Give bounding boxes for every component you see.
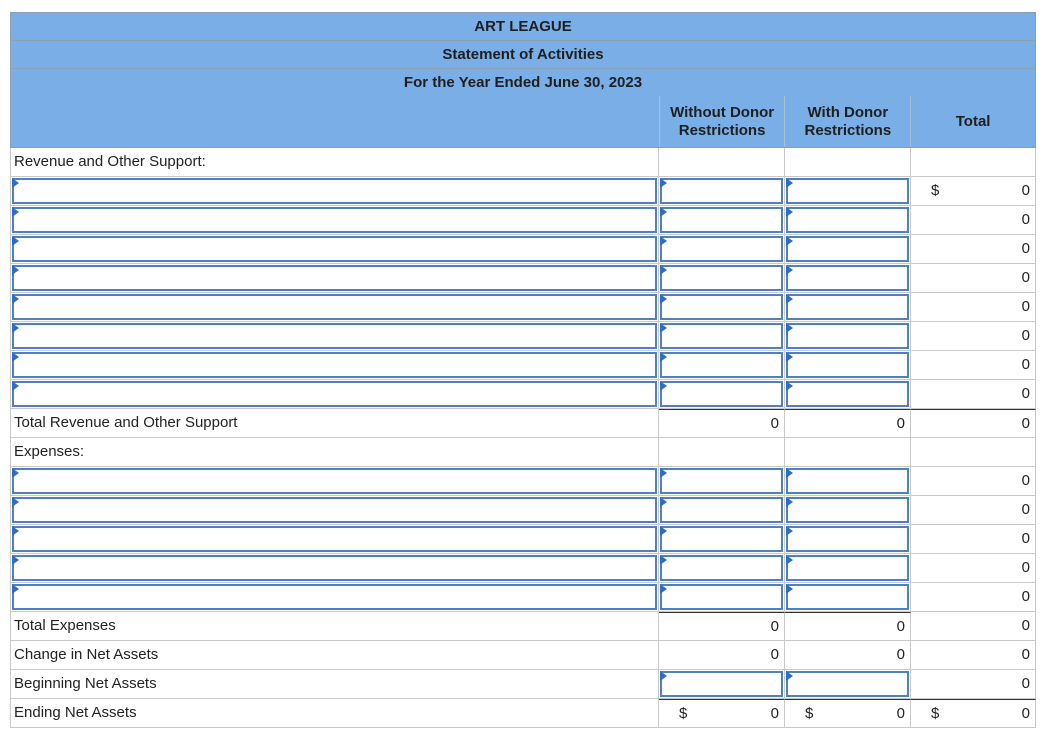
expense-label-input[interactable]: [12, 468, 657, 494]
total-expenses-total: 0: [1021, 617, 1030, 634]
expense-with-input[interactable]: [786, 584, 909, 610]
expense-without-input[interactable]: [660, 468, 783, 494]
change-label: Change in Net Assets: [10, 641, 659, 669]
revenue-with-input[interactable]: [786, 381, 909, 407]
expense-total: 0: [1021, 588, 1030, 605]
change-without: 0: [770, 646, 779, 663]
revenue-section-row: [10, 148, 1036, 177]
expense-with-input[interactable]: [786, 526, 909, 552]
beginning-total: 0: [1021, 675, 1030, 692]
revenue-without-input[interactable]: [660, 236, 783, 262]
revenue-total: 0: [1021, 269, 1030, 286]
beginning-row: [10, 670, 1036, 699]
org-title: ART LEAGUE: [10, 12, 1036, 40]
revenue-section-label: Revenue and Other Support:: [10, 148, 659, 176]
change-total: 0: [1021, 646, 1030, 663]
revenue-without-input[interactable]: [660, 323, 783, 349]
expense-label-input[interactable]: [12, 526, 657, 552]
revenue-without-input[interactable]: [660, 178, 783, 204]
expense-row: [10, 525, 1036, 554]
col-header-total: Total: [910, 96, 1035, 147]
revenue-total-dollar: $: [931, 182, 940, 199]
statement-of-activities: [10, 12, 1036, 728]
revenue-row: [10, 380, 1036, 409]
revenue-row: [10, 177, 1036, 206]
ending-row: [10, 699, 1036, 728]
expense-without-input[interactable]: [660, 497, 783, 523]
revenue-row: [10, 206, 1036, 235]
beginning-label: Beginning Net Assets: [10, 670, 659, 698]
revenue-without-input[interactable]: [660, 207, 783, 233]
revenue-row: [10, 264, 1036, 293]
total-expenses-without: 0: [770, 618, 779, 635]
revenue-total: 0: [1021, 211, 1030, 228]
ending-without: 0: [770, 705, 779, 722]
expense-without-input[interactable]: [660, 555, 783, 581]
expense-total: 0: [1021, 530, 1030, 547]
expense-row: [10, 467, 1036, 496]
revenue-total: 0: [1021, 298, 1030, 315]
expense-row: [10, 554, 1036, 583]
ending-with-dollar: $: [805, 705, 814, 722]
revenue-total: 0: [1021, 182, 1030, 199]
expense-row: [10, 583, 1036, 612]
expense-with-input[interactable]: [786, 497, 909, 523]
change-with: 0: [896, 646, 905, 663]
expense-total: 0: [1021, 501, 1030, 518]
total-expenses-with: 0: [896, 618, 905, 635]
revenue-without-input[interactable]: [660, 294, 783, 320]
ending-without-dollar: $: [679, 705, 688, 722]
revenue-total: 0: [1021, 327, 1030, 344]
revenue-without-input[interactable]: [660, 381, 783, 407]
ending-label: Ending Net Assets: [10, 699, 659, 727]
revenue-label-input[interactable]: [12, 207, 657, 233]
revenue-without-input[interactable]: [660, 352, 783, 378]
ending-total: 0: [1021, 705, 1030, 722]
revenue-label-input[interactable]: [12, 352, 657, 378]
total-expenses-label: Total Expenses: [10, 612, 659, 640]
revenue-label-input[interactable]: [12, 265, 657, 291]
total-revenue-without: 0: [770, 415, 779, 432]
expense-without-input[interactable]: [660, 526, 783, 552]
expenses-section-label: Expenses:: [10, 438, 659, 466]
expense-with-input[interactable]: [786, 468, 909, 494]
revenue-with-input[interactable]: [786, 236, 909, 262]
total-revenue-label: Total Revenue and Other Support: [10, 409, 659, 437]
period-title: For the Year Ended June 30, 2023: [10, 68, 1036, 96]
beginning-without-input[interactable]: [660, 671, 783, 697]
statement-title: Statement of Activities: [10, 40, 1036, 68]
col-header-without-donor: Without Donor Restrictions: [659, 96, 785, 147]
revenue-with-input[interactable]: [786, 352, 909, 378]
revenue-with-input[interactable]: [786, 178, 909, 204]
total-expenses-row: [10, 612, 1036, 641]
revenue-row: [10, 235, 1036, 264]
expense-with-input[interactable]: [786, 555, 909, 581]
revenue-label-input[interactable]: [12, 178, 657, 204]
expense-label-input[interactable]: [12, 584, 657, 610]
expense-row: [10, 496, 1036, 525]
ending-total-dollar: $: [931, 705, 940, 722]
column-header-row: [10, 96, 1036, 148]
revenue-row: [10, 322, 1036, 351]
revenue-total: 0: [1021, 356, 1030, 373]
revenue-label-input[interactable]: [12, 294, 657, 320]
revenue-with-input[interactable]: [786, 265, 909, 291]
revenue-label-input[interactable]: [12, 381, 657, 407]
expense-label-input[interactable]: [12, 555, 657, 581]
total-revenue-total: 0: [1021, 415, 1030, 432]
expense-without-input[interactable]: [660, 584, 783, 610]
total-revenue-with: 0: [896, 415, 905, 432]
revenue-with-input[interactable]: [786, 207, 909, 233]
revenue-total: 0: [1021, 385, 1030, 402]
ending-with: 0: [896, 705, 905, 722]
expenses-section-row: [10, 438, 1036, 467]
total-revenue-row: [10, 409, 1036, 438]
revenue-label-input[interactable]: [12, 323, 657, 349]
revenue-label-input[interactable]: [12, 236, 657, 262]
beginning-with-input[interactable]: [786, 671, 909, 697]
revenue-without-input[interactable]: [660, 265, 783, 291]
change-row: [10, 641, 1036, 670]
revenue-row: [10, 293, 1036, 322]
expense-label-input[interactable]: [12, 497, 657, 523]
revenue-with-input[interactable]: [786, 294, 909, 320]
revenue-with-input[interactable]: [786, 323, 909, 349]
expense-total: 0: [1021, 472, 1030, 489]
revenue-total: 0: [1021, 240, 1030, 257]
revenue-row: [10, 351, 1036, 380]
col-header-with-donor: With Donor Restrictions: [784, 96, 910, 147]
expense-total: 0: [1021, 559, 1030, 576]
